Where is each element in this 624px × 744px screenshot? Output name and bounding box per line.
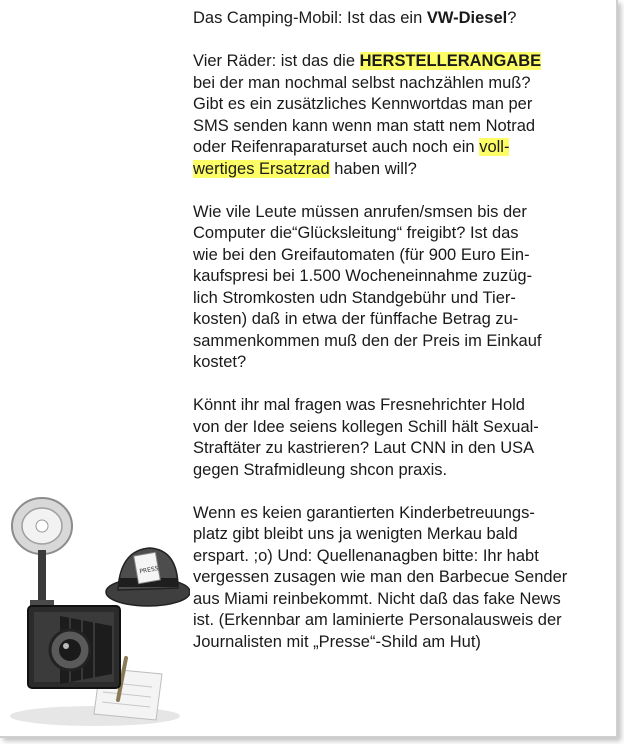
text-line — [193, 8, 613, 30]
text-run: gegen Strafmidleung shcon praxis. — [193, 460, 448, 479]
text-line — [193, 524, 613, 546]
text-line — [193, 589, 613, 611]
text-run: Vier Räder: ist das die — [193, 52, 360, 70]
text-line — [193, 567, 613, 589]
text-run: Wenn es keien garantierten Kinderbetreuungs- — [193, 503, 535, 522]
text-run: lich Stromkosten udn Standgebühr und Tier- — [193, 288, 516, 307]
highlighted-text: HERSTELLERANGABE — [359, 52, 542, 70]
text-run: aus Miami reinbekommt. Nicht daß das fake News — [193, 589, 561, 608]
text-run: platz gibt bleibt uns ja wenigten Merkau bald — [193, 525, 518, 543]
text-line — [193, 438, 613, 460]
text-line — [193, 245, 613, 267]
text-line — [193, 309, 613, 331]
text-line — [193, 137, 613, 159]
text-line — [193, 546, 613, 568]
text-line — [193, 116, 613, 138]
press-card-label: PRESS — [138, 565, 160, 576]
text-run: Computer die“Glücksleitung“ freigibt? Ist das — [193, 224, 519, 242]
text-run: Journalisten mit „Presse“-Shild am Hut) — [193, 632, 481, 651]
bold-text: VW-Diesel — [426, 9, 508, 27]
text-line — [193, 288, 613, 310]
text-line — [193, 159, 613, 181]
paragraph — [193, 8, 613, 30]
text-run: erspart. ;o) Und: Quellenanagben bitte: Ihr habt — [193, 546, 539, 565]
text-run: ist. (Erkennbar am laminierte Personalausweis der — [193, 611, 562, 629]
text-run: Straftäter zu kastrieren? Laut CNN in den USA — [193, 439, 535, 457]
text-line — [193, 266, 613, 288]
text-run: ? — [507, 9, 517, 27]
text-run: haben will? — [329, 159, 417, 178]
text-run: Gibt es ein zusätzliches Kennwortdas man per — [193, 95, 533, 113]
text-line — [193, 223, 613, 245]
text-line — [193, 202, 613, 224]
text-line — [193, 460, 613, 482]
text-line — [193, 51, 613, 73]
document-text-body — [193, 8, 613, 675]
paragraph — [193, 503, 613, 654]
text-run: Könnt ihr mal fragen was Fresnehrichter Hold — [193, 396, 525, 414]
text-run: kaufspresi bei 1.500 Wocheneinnahme zuzüg- — [193, 267, 533, 285]
text-run: oder Reifenraparaturset auch noch ein — [193, 138, 480, 156]
text-line — [193, 610, 613, 632]
text-line — [193, 632, 613, 654]
text-line — [193, 94, 613, 116]
text-run: Das Camping-Mobil: Ist das ein — [193, 9, 427, 27]
text-run: kosten) daß in etwa der fünffache Betrag zu- — [193, 310, 519, 328]
text-run: vergessen zusagen wie man den Barbecue Sender — [193, 568, 568, 586]
text-line — [193, 73, 613, 95]
text-run: wie bei den Greifautomaten (für 900 Euro Ein- — [193, 245, 530, 264]
paragraph — [193, 51, 613, 180]
text-line — [193, 417, 613, 439]
highlighted-text: wertiges Ersatzrad — [193, 159, 330, 178]
text-line — [193, 503, 613, 525]
text-line — [193, 352, 613, 374]
text-run: Wie vile Leute müssen anrufen/smsen bis der — [193, 202, 527, 221]
text-run: bei der man nochmal selbst nachzählen muß? — [193, 73, 531, 92]
text-run: sammenkommen muß den der Preis im Einkauf — [193, 331, 542, 350]
text-run: kostet? — [193, 353, 247, 371]
text-run: SMS senden kann wenn man statt nem Notrad — [193, 116, 536, 135]
text-line — [193, 395, 613, 417]
text-run: von der Idee seiens kollegen Schill hält Sexual- — [193, 417, 539, 436]
text-line — [193, 331, 613, 353]
press-camera-hat-icon — [0, 488, 190, 728]
highlighted-text: voll- — [479, 138, 510, 156]
paragraph — [193, 202, 613, 374]
paragraph — [193, 395, 613, 481]
